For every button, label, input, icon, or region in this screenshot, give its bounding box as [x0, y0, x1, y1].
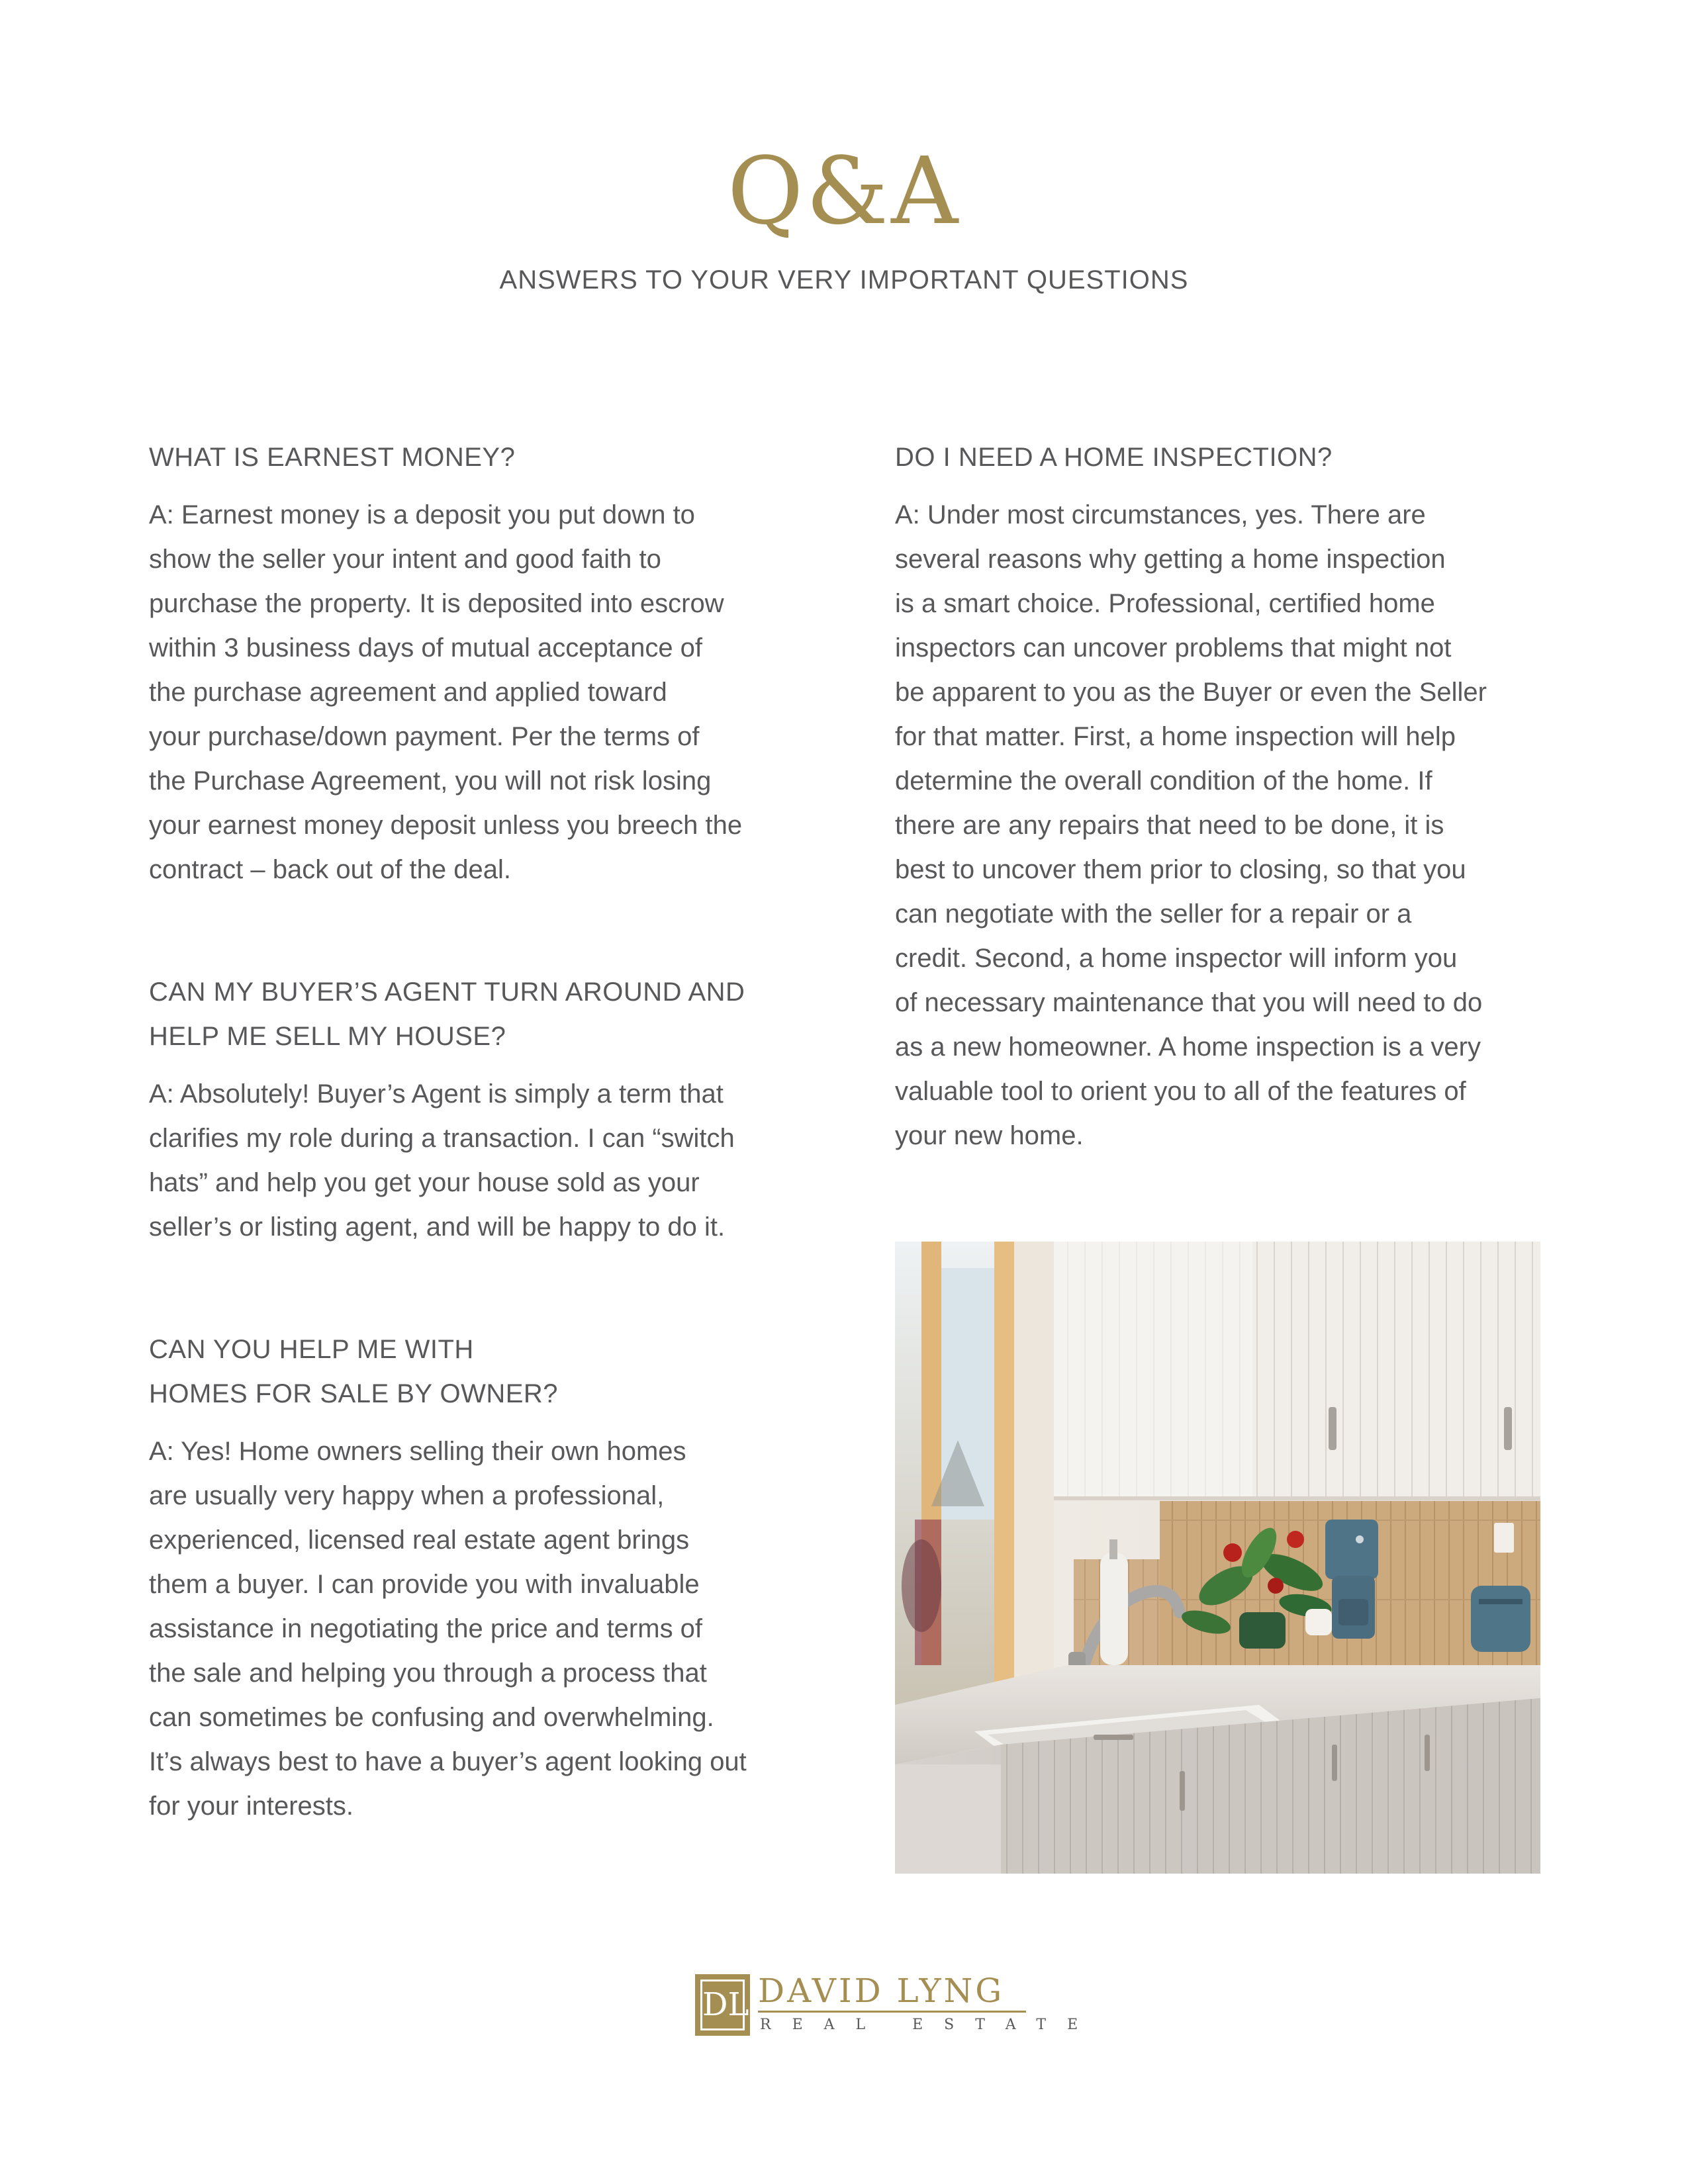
- qa-home-inspection: [895, 435, 1557, 1158]
- question-buyers-agent-sell: CAN MY BUYER’S AGENT TURN AROUND AND HELP ME SELL MY HOUSE?: [149, 978, 745, 1051]
- logo-divider: [758, 2011, 1026, 2013]
- qa-for-sale-by-owner: [149, 1328, 811, 1829]
- monogram-icon: DL: [695, 1974, 750, 2036]
- answer-buyers-agent-sell: A: Absolutely! Buyer’s Agent is simply a term that clarifies my role during a transaction. I can “switch hats” and help you get your house sold as your seller’s or listing agent, and will be happy to do it.: [149, 1079, 735, 1242]
- answer-for-sale-by-owner: A: Yes! Home owners selling their own homes are usually very happy when a professional, experienced, licensed real estate agent brings them a buyer. I can provide you with invaluable assistance in negotiating the price and terms of the sale and helping you through a process that can sometimes be confusing and overwhelming. It’s always best to have a buyer’s agent looking out for your interests.: [149, 1437, 747, 1821]
- answer-home-inspection: A: Under most circumstances, yes. There are several reasons why getting a home inspection is a smart choice. Professional, certified home inspectors can uncover problems that might not be apparent to you as the Buyer or even the Seller for that matter. First, a home inspection will help determine the overall condition of the home. If there are any repairs that need to be done, it is best to uncover them prior to closing, so that you can negotiate with the seller for a repair or a credit. Second, a home inspector will inform you of necessary maintenance that you will need to do as a new homeowner. A home inspection is a very valuable tool to orient you to all of the features of your new home.: [895, 500, 1487, 1150]
- qa-earnest-money: [149, 435, 811, 892]
- kitchen-photo: [895, 1242, 1540, 1874]
- left-column: [149, 435, 811, 1907]
- question-earnest-money: WHAT IS EARNEST MONEY?: [149, 443, 516, 472]
- question-for-sale-by-owner: CAN YOU HELP ME WITH HOMES FOR SALE BY OWNER?: [149, 1335, 559, 1408]
- qa-buyers-agent-sell: [149, 970, 811, 1250]
- answer-earnest-money: A: Earnest money is a deposit you put down to show the seller your intent and good faith to purchase the property. It is deposited into escrow within 3 business days of mutual acceptance of the purchase agreement and applied toward your purchase/down payment. Per the terms of the Purchase Agreement, you will not risk losing your earnest money deposit unless you breech the contract – back out of the deal.: [149, 500, 743, 884]
- page-title: Q&A: [727, 138, 961, 246]
- logo-name: DAVID LYNG: [758, 1972, 1005, 2010]
- page-subtitle: ANSWERS TO YOUR VERY IMPORTANT QUESTIONS: [499, 265, 1189, 295]
- question-home-inspection: DO I NEED A HOME INSPECTION?: [895, 443, 1333, 472]
- right-column: [895, 435, 1557, 1236]
- logo-tagline: REAL ESTATE: [760, 2017, 1100, 2033]
- company-logo: [695, 1972, 1100, 2040]
